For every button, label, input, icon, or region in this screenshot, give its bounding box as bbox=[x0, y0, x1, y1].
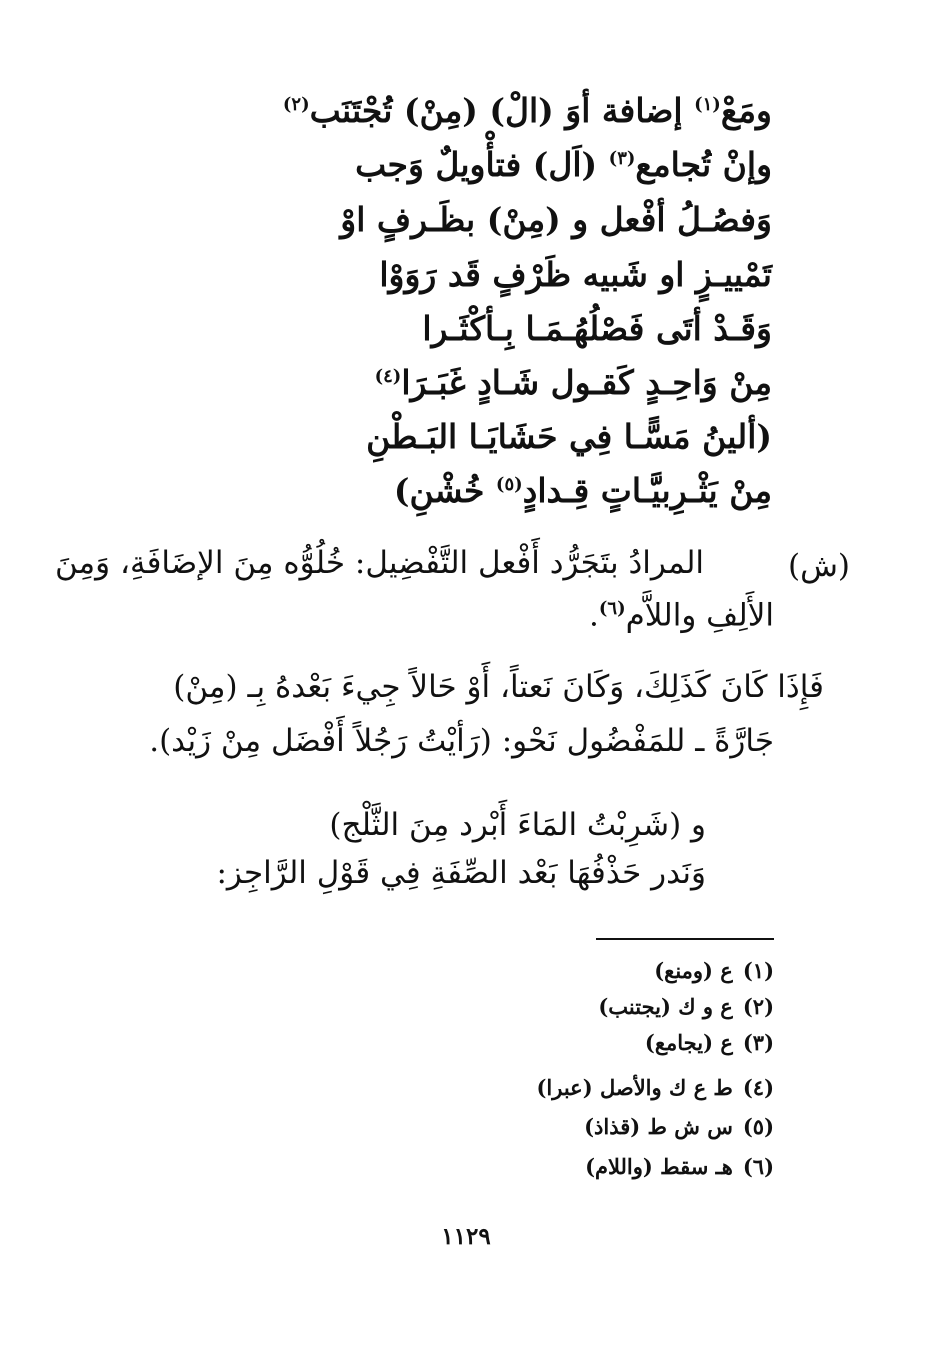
verse-line-8 bbox=[393, 471, 772, 510]
footnote-marker: (٤) bbox=[374, 366, 402, 387]
paragraph-text: الأَلِفِ واللاَّم bbox=[625, 597, 774, 634]
footnote-number: (٢) bbox=[742, 994, 774, 1019]
verse-text: خُشْنِ) bbox=[393, 471, 485, 510]
footnote-number: (٣) bbox=[742, 1030, 774, 1055]
commentary-p2-line2: جَارَّةً ـ للمَفْضُول نَحْو: (رَأيْتُ رَجُلاً أَفْضَل مِنْ زَيْد). bbox=[149, 723, 774, 759]
footnote-marker: (٥) bbox=[495, 474, 523, 495]
verse-text: ومَعْ bbox=[720, 91, 772, 130]
verse-line-3 bbox=[340, 200, 772, 239]
footnote-text: س ش ط (قذاذ) bbox=[584, 1114, 733, 1139]
verse-text: وَقَـدْ أتَى فَصْلُهُـمَـا بِـأكْثَـرا bbox=[422, 309, 772, 348]
footnote-5 bbox=[584, 1116, 774, 1137]
footnote-3 bbox=[645, 1032, 774, 1053]
footnote-text: هـ سقط (واللام) bbox=[585, 1154, 733, 1179]
footnote-text: ط ع ك والأصل (عبرا) bbox=[536, 1075, 733, 1100]
verse-text: مِنْ يَثْـرِبيَّـاتٍ قِـدادٍ bbox=[522, 471, 772, 510]
footnote-2 bbox=[598, 996, 774, 1017]
footnote-number: (١) bbox=[742, 958, 774, 983]
punctuation: . bbox=[589, 597, 599, 634]
footnote-separator bbox=[596, 938, 774, 940]
verse-text: إضافة أوَ (الْ) (مِنْ) تُجْتَنَب bbox=[309, 91, 683, 130]
commentary-p1-line2 bbox=[589, 597, 774, 634]
commentary-p1-line1: المرادُ بتَجَرُّد أَفْعل التَّفْضِيل: خُلُوُّه مِنَ الإضَافَةِ، وَمِنَ bbox=[54, 545, 704, 581]
verse-line-7 bbox=[366, 417, 772, 456]
footnote-marker: (٦) bbox=[598, 598, 626, 619]
footnote-text: ع و ك (يجتنب) bbox=[598, 994, 733, 1019]
verse-text: وإنْ تُجامع bbox=[635, 145, 772, 184]
verse-line-2 bbox=[355, 145, 772, 184]
footnote-marker: (١) bbox=[694, 94, 721, 115]
verse-text: (ألينُ مَسًّـا فِي حَشَايَـا البَـطْنِ bbox=[366, 417, 772, 456]
verse-line-6 bbox=[374, 363, 772, 402]
footnote-marker: (٢) bbox=[282, 94, 310, 115]
verse-line-4 bbox=[379, 255, 772, 294]
footnote-number: (٤) bbox=[742, 1075, 774, 1100]
footnote-number: (٦) bbox=[742, 1154, 774, 1179]
page-number: ١١٢٩ bbox=[441, 1223, 491, 1250]
verse-text: وَفصُـلُ أفْعل و (مِنْ) بظَـرفٍ اوْ bbox=[340, 200, 772, 239]
commentary-p2-line1: فَإِذَا كَانَ كَذَلِكَ، وَكَانَ نَعتاً، أَوْ حَالاً جِيءَ بَعْدهُ بِـ (مِنْ) bbox=[173, 669, 824, 705]
verse-line-1 bbox=[282, 91, 772, 130]
verse-line-5 bbox=[422, 309, 772, 348]
verse-text: مِنْ وَاحِـدٍ كَقـول شَـادٍ غَبَـرَا bbox=[401, 363, 772, 402]
verse-text: تَمْييـزٍ او شَبيه ظَرْفٍ قَد رَوَوْا bbox=[379, 255, 772, 294]
footnote-number: (٥) bbox=[742, 1114, 774, 1139]
verse-text: (اَل) فتأْويلٌ وَجب bbox=[355, 145, 598, 184]
footnote-6 bbox=[585, 1156, 774, 1177]
footnote-text: ع (ومنع) bbox=[654, 958, 733, 983]
commentary-p3-line2: وَنَدر حَذْفُهَا بَعْد الصِّفَةِ فِي قَوْلِ الرَّاجِز: bbox=[216, 855, 706, 891]
footnote-1 bbox=[654, 960, 774, 981]
footnote-4 bbox=[536, 1077, 774, 1098]
commentary-label: (ش) bbox=[787, 548, 850, 584]
footnote-text: ع (يجامع) bbox=[644, 1030, 733, 1055]
footnote-marker: (٣) bbox=[608, 148, 636, 169]
commentary-p3-line1: و (شَرِبْتُ المَاءَ أَبْرد مِنَ الثَّلْج) bbox=[329, 807, 706, 843]
